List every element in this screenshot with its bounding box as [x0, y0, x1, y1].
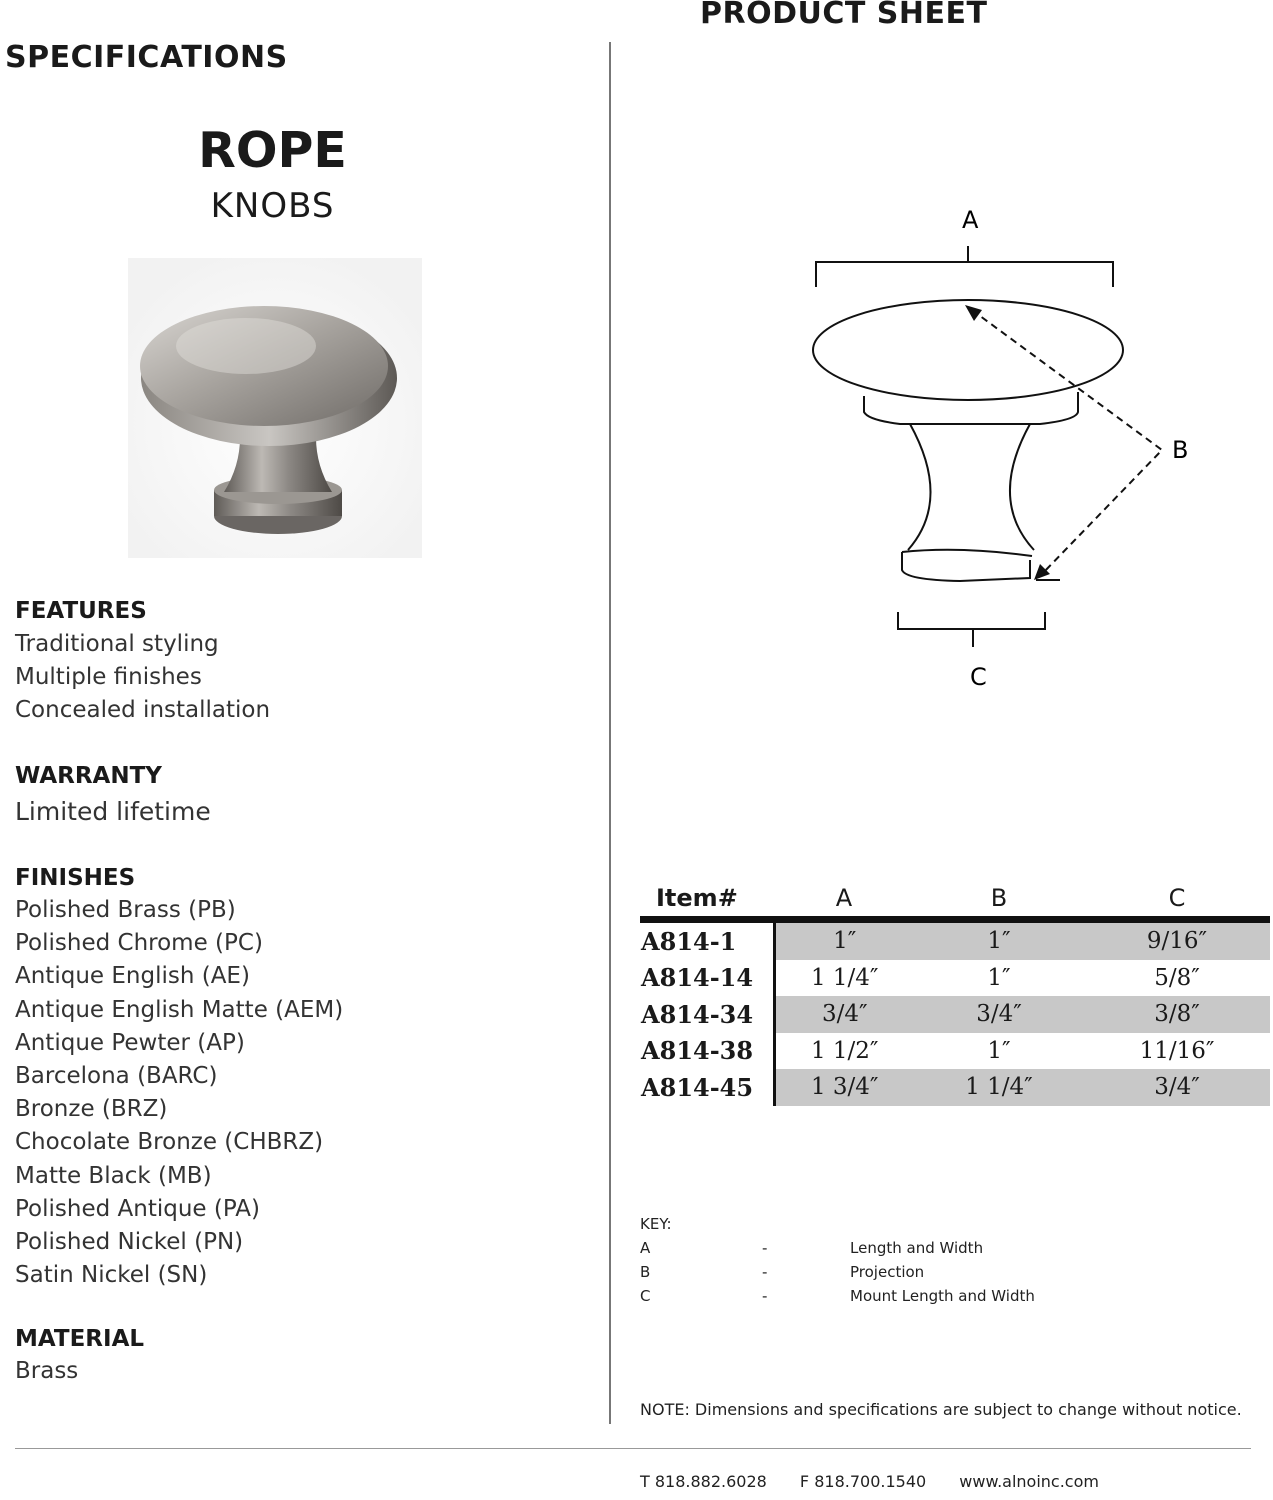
list-item: Polished Brass (PB): [15, 897, 236, 923]
material-list: [15, 1355, 78, 1388]
list-item: Traditional styling: [15, 631, 219, 657]
column-header: Item#: [640, 880, 774, 920]
dimension-b: 1″: [914, 920, 1084, 960]
dimension-c-label: C: [970, 663, 987, 691]
finishes-heading: FINISHES: [15, 865, 136, 891]
list-item: Concealed installation: [15, 697, 271, 724]
dimension-c: 3/8″: [1084, 996, 1270, 1033]
dimension-a: 1″: [774, 920, 914, 960]
dimensions-table: [640, 880, 1270, 1106]
dimension-b: 1″: [987, 1037, 1011, 1064]
warranty-list: [15, 795, 211, 828]
list-item: Matte Black (MB): [15, 1162, 212, 1189]
column-header: C: [1084, 880, 1270, 920]
material-heading: MATERIAL: [15, 1326, 145, 1352]
list-item: Limited lifetime: [15, 797, 211, 826]
dimension-a: 1 1/2″: [810, 1037, 879, 1064]
contact-footer: [640, 1472, 1127, 1491]
table-row: [640, 960, 1270, 997]
list-item: Multiple finishes: [15, 664, 202, 691]
features-heading: FEATURES: [15, 598, 147, 624]
dimension-c: 3/4″: [1084, 1069, 1270, 1106]
knob-dimension-diagram: [780, 200, 1200, 700]
dimension-b-label: B: [1172, 436, 1189, 464]
disclaimer-note: NOTE: Dimensions and specifications are subject to change without notice.: [640, 1400, 1242, 1419]
product-name: ROPE: [198, 122, 347, 179]
specifications-title: SPECIFICATIONS: [5, 40, 288, 75]
dimension-c: 5/8″: [1154, 964, 1200, 991]
table-row: [640, 1033, 1270, 1070]
item-number: A814-38: [640, 1033, 774, 1070]
website-link[interactable]: www.alnoinc.com: [959, 1472, 1099, 1491]
table-row: [640, 996, 1270, 1033]
dimension-c: 9/16″: [1084, 920, 1270, 960]
warranty-heading: WARRANTY: [15, 763, 162, 789]
phone-number: T 818.882.6028: [640, 1472, 767, 1491]
fax-number: F 818.700.1540: [799, 1472, 927, 1491]
column-divider: [609, 42, 611, 1424]
dimension-b: 3/4″: [914, 996, 1084, 1033]
table-row: [640, 920, 1270, 960]
list-item: Polished Antique (PA): [15, 1195, 260, 1222]
list-item: Antique English Matte (AEM): [15, 996, 344, 1023]
knob-photo-icon: [128, 258, 422, 558]
dimension-b: 1 1/4″: [914, 1069, 1084, 1106]
dimension-c: 11/16″: [1139, 1037, 1215, 1064]
list-item: Chocolate Bronze (CHBRZ): [15, 1129, 324, 1156]
footer-divider: [15, 1448, 1251, 1449]
list-item: Antique English (AE): [15, 963, 250, 990]
list-item: Satin Nickel (SN): [15, 1262, 208, 1289]
dimension-a: 1 3/4″: [774, 1069, 914, 1106]
product-sheet-title: PRODUCT SHEET: [700, 0, 988, 31]
item-number: A814-45: [640, 1069, 774, 1106]
list-item: Bronze (BRZ): [15, 1096, 168, 1123]
item-number: A814-1: [640, 920, 774, 960]
list-item: Polished Chrome (PC): [15, 930, 263, 957]
dimension-a: 3/4″: [774, 996, 914, 1033]
finishes-list: [15, 894, 343, 1292]
list-item: Brass: [15, 1358, 79, 1384]
item-number: A814-34: [640, 996, 774, 1033]
product-type: KNOBS: [210, 186, 335, 226]
features-list: [15, 628, 270, 728]
key-heading: KEY:: [640, 1215, 672, 1233]
list-item: Barcelona (BARC): [15, 1062, 218, 1089]
dimension-b: 1″: [987, 964, 1011, 991]
column-header: A: [774, 880, 914, 920]
dimension-a: 1 1/4″: [810, 964, 879, 991]
item-number: A814-14: [640, 960, 774, 997]
list-item: Antique Pewter (AP): [15, 1029, 245, 1056]
column-header: B: [914, 880, 1084, 920]
table-row: [640, 1069, 1270, 1106]
dimension-a-label: A: [962, 206, 979, 234]
list-item: Polished Nickel (PN): [15, 1228, 244, 1255]
